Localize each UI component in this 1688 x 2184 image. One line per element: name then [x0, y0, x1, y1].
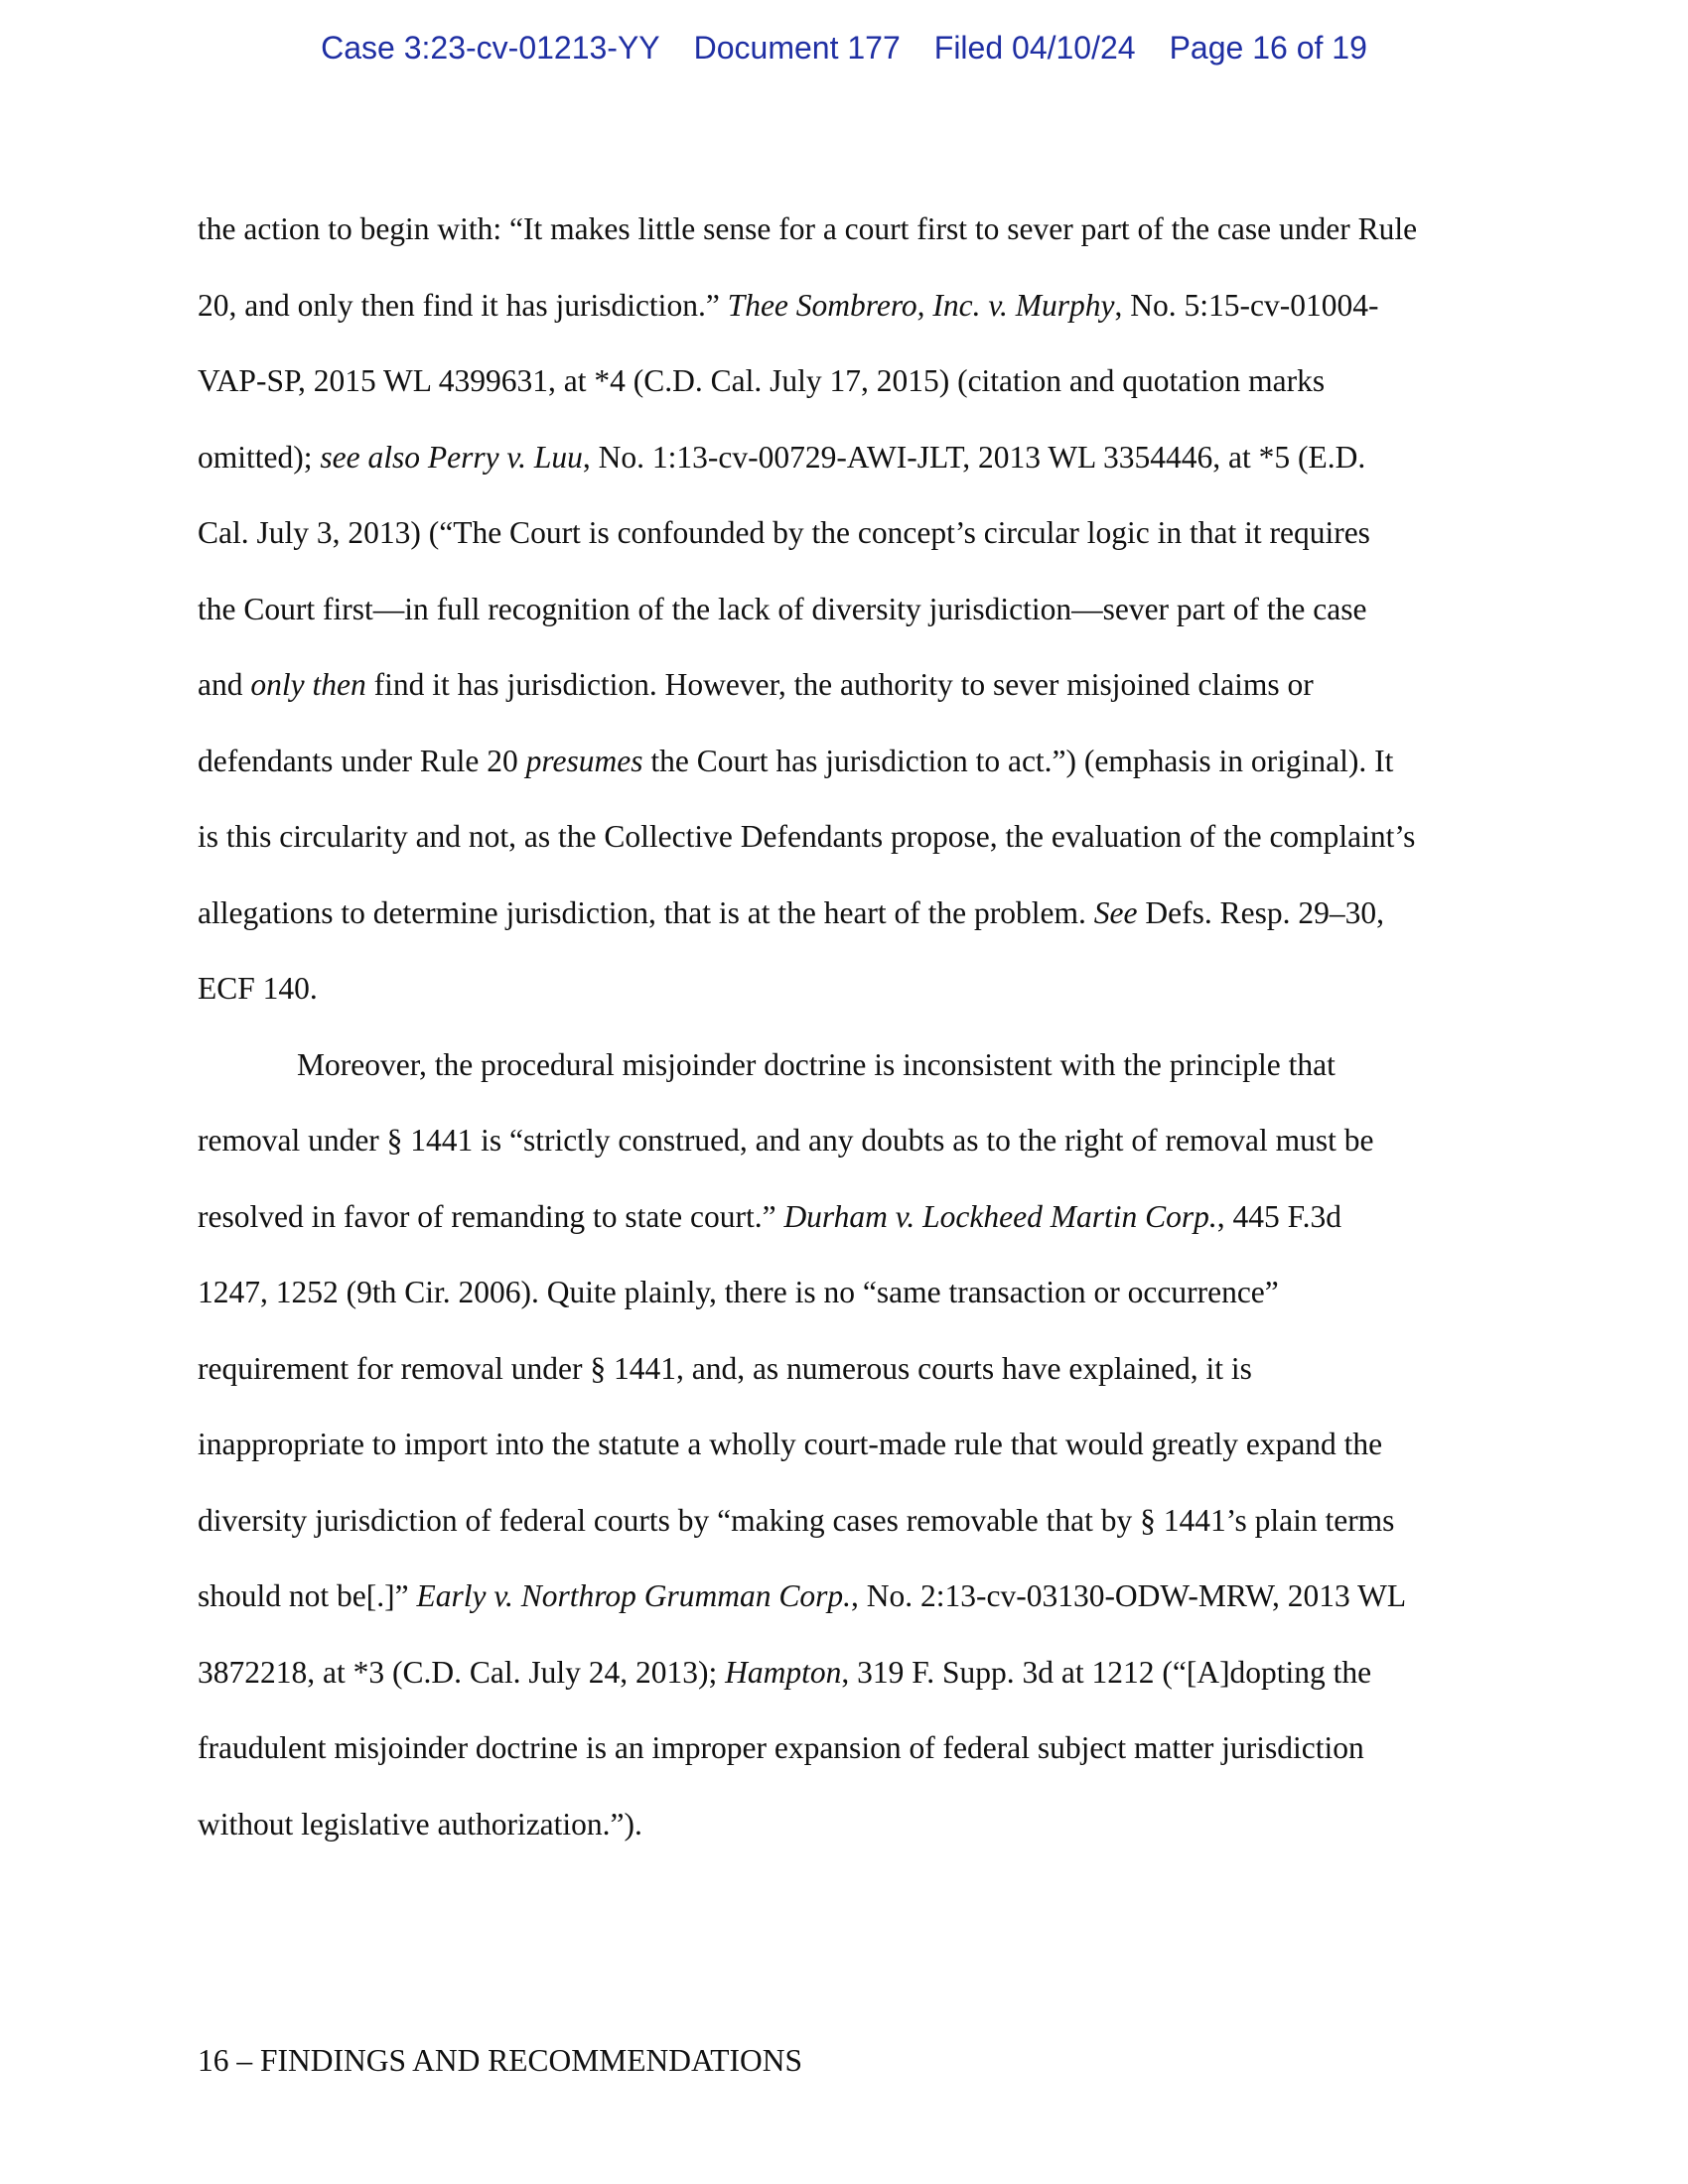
ecf-header — [0, 30, 1688, 67]
text-run: , No. 1:13-cv-00729-AWI-JLT, 2013 WL 3354446, at *5 (E.D. — [582, 439, 1366, 475]
text-line — [198, 1103, 1498, 1179]
text-line — [198, 1179, 1498, 1256]
text-line — [198, 1255, 1498, 1331]
text-run: resolved in favor of remanding to state court.” — [198, 1198, 784, 1234]
text-run: Defs. Resp. 29–30, — [1137, 894, 1384, 930]
text-run: , No. 5:15-cv-01004- — [1114, 287, 1379, 323]
text-run: Moreover, the procedural misjoinder doctrine is inconsistent with the principle that — [297, 1046, 1336, 1082]
text-run: 3872218, at *3 (C.D. Cal. July 24, 2013); — [198, 1654, 726, 1690]
page-footer: 16 – FINDINGS AND RECOMMENDATIONS — [198, 2043, 803, 2078]
text-run: without legislative authorization.”). — [198, 1806, 642, 1842]
text-run: diversity jurisdiction of federal courts by “making cases removable that by § 1441’s plain terms — [198, 1502, 1395, 1538]
text-line — [198, 647, 1498, 724]
text-run: inappropriate to import into the statute a wholly court-made rule that would greatly expand the — [198, 1427, 1383, 1461]
text-line — [198, 572, 1498, 648]
text-line — [198, 268, 1498, 344]
document-number: Document 177 — [693, 30, 901, 66]
citation-italic: See — [1093, 894, 1138, 930]
text-line — [198, 1331, 1498, 1408]
text-line — [198, 724, 1498, 800]
text-run: ECF 140. — [198, 971, 318, 1006]
citation-italic: presumes — [525, 743, 643, 778]
text-run: , 445 F.3d — [1216, 1198, 1341, 1234]
text-run: 20, and only then find it has jurisdiction.” — [198, 287, 728, 323]
text-run: and — [198, 667, 251, 702]
text-run: the Court has jurisdiction to act.”) (emphasis in original). It — [642, 743, 1394, 778]
text-line — [198, 1635, 1498, 1711]
text-run: find it has jurisdiction. However, the authority to sever misjoined claims or — [365, 667, 1314, 702]
text-line — [198, 495, 1498, 572]
text-line — [198, 1407, 1498, 1483]
text-run: the Court first—in full recognition of the lack of diversity jurisdiction—sever part of the case — [198, 591, 1367, 626]
text-line — [198, 1787, 1498, 1863]
text-run: , No. 2:13-cv-03130-ODW-MRW, 2013 WL — [850, 1578, 1407, 1613]
text-line — [198, 1027, 1498, 1104]
page-indicator: Page 16 of 19 — [1169, 30, 1367, 66]
text-run: VAP-SP, 2015 WL 4399631, at *4 (C.D. Cal. July 17, 2015) (citation and quotation marks — [198, 363, 1326, 398]
text-line — [198, 799, 1498, 876]
citation-italic: only then — [250, 667, 366, 702]
text-run: should not be[.]” — [198, 1578, 417, 1613]
text-line — [198, 420, 1498, 496]
text-run: omitted); — [198, 439, 321, 475]
text-line — [198, 192, 1498, 268]
text-run: 1247, 1252 (9th Cir. 2006). Quite plainly, there is no “same transaction or occurrence” — [198, 1275, 1279, 1309]
text-run: allegations to determine jurisdiction, that is at the heart of the problem. — [198, 894, 1094, 930]
text-line — [198, 951, 1498, 1027]
text-line — [198, 1710, 1498, 1787]
filed-date: Filed 04/10/24 — [933, 30, 1136, 66]
text-run: the action to begin with: “It makes little sense for a court first to sever part of the case under Rule — [198, 211, 1418, 246]
text-run: , 319 F. Supp. 3d at 1212 (“[A]dopting the — [841, 1654, 1372, 1690]
text-run: removal under § 1441 is “strictly construed, and any doubts as to the right of removal must be — [198, 1123, 1374, 1158]
text-line — [198, 1559, 1498, 1635]
citation-italic: Durham v. Lockheed Martin Corp. — [783, 1198, 1217, 1234]
document-body — [198, 192, 1498, 1862]
text-line — [198, 1483, 1498, 1560]
citation-italic: see also Perry v. Luu — [320, 439, 583, 475]
text-run: is this circularity and not, as the Collective Defendants propose, the evaluation of the complaint’s — [198, 819, 1416, 854]
text-line — [198, 876, 1498, 952]
text-run: Cal. July 3, 2013) (“The Court is confounded by the concept’s circular logic in that it requires — [198, 515, 1370, 550]
text-run: requirement for removal under § 1441, and, as numerous courts have explained, it is — [198, 1350, 1252, 1386]
case-number: Case 3:23-cv-01213-YY — [321, 30, 660, 66]
text-line — [198, 343, 1498, 420]
citation-italic: Early v. Northrop Grumman Corp. — [416, 1578, 851, 1613]
text-run: fraudulent misjoinder doctrine is an improper expansion of federal subject matter jurisdiction — [198, 1730, 1364, 1765]
text-run: defendants under Rule 20 — [198, 743, 526, 778]
citation-italic: Thee Sombrero, Inc. v. Murphy — [727, 287, 1115, 323]
citation-italic: Hampton — [725, 1654, 842, 1690]
